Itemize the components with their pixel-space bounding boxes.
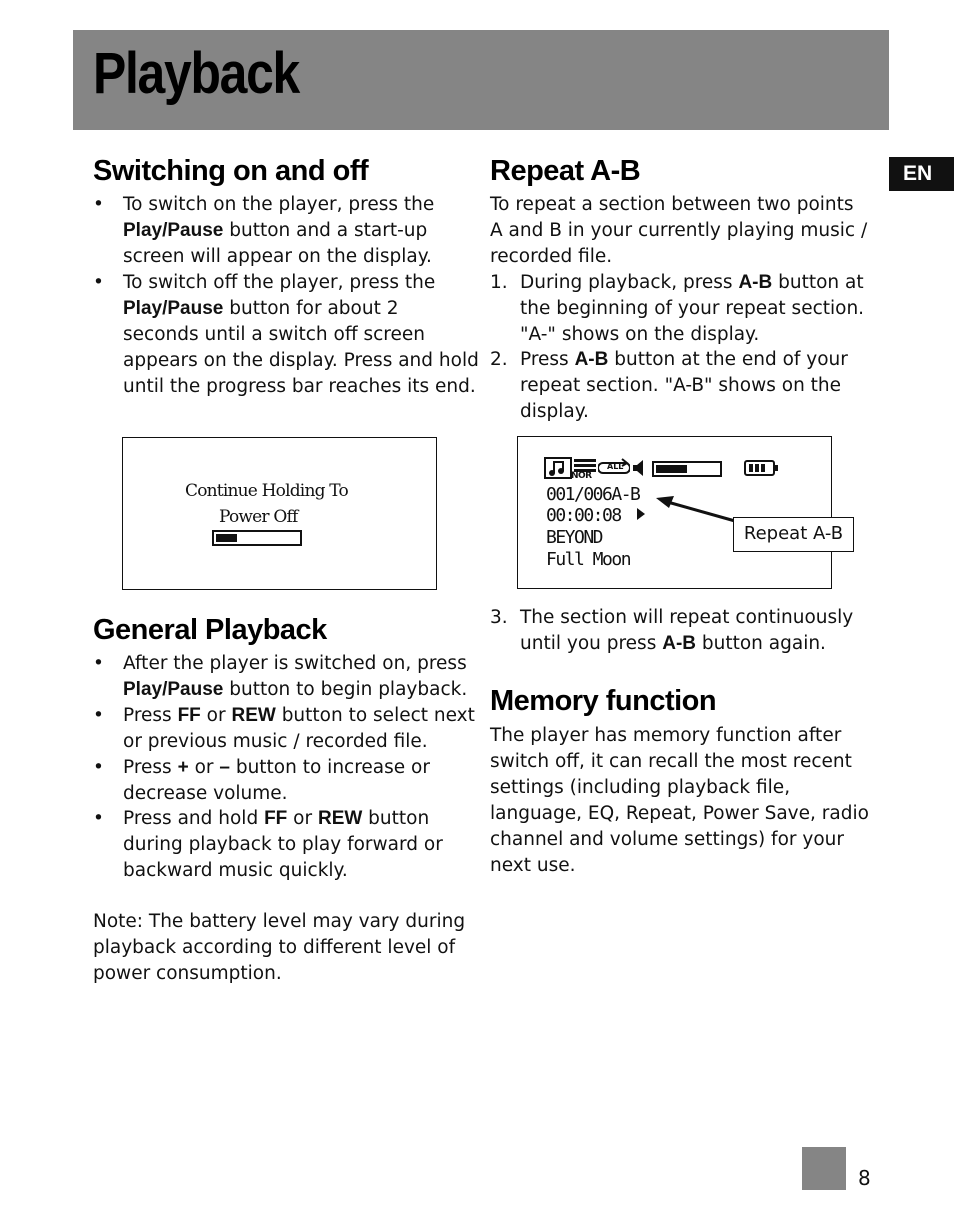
text-line bbox=[123, 858, 443, 884]
heading-repeat-ab: Repeat A-B bbox=[490, 155, 641, 187]
text-line bbox=[123, 703, 475, 729]
text-line bbox=[520, 631, 853, 657]
note-icon bbox=[544, 457, 572, 479]
callout-arrow bbox=[650, 490, 740, 530]
bullet-marker: • bbox=[93, 757, 104, 778]
text-line bbox=[123, 270, 479, 296]
heading-switching: Switching on and off bbox=[93, 155, 369, 187]
screen-line-2: Power Off bbox=[219, 507, 298, 527]
memory-text bbox=[490, 723, 869, 879]
repeat-ab-callout: Repeat A-B bbox=[733, 517, 854, 552]
text-run: After the player is switched on, press bbox=[123, 653, 467, 674]
text-run: decrease volume. bbox=[123, 783, 288, 804]
step-number: 1. bbox=[490, 272, 508, 293]
bold-term: REW bbox=[231, 705, 276, 726]
text-run: To switch off the player, press the bbox=[123, 272, 436, 293]
text-run: seconds until a switch off screen bbox=[123, 324, 425, 345]
text-line: next use. bbox=[490, 855, 576, 876]
bold-term: – bbox=[219, 757, 230, 778]
text-line bbox=[123, 374, 479, 400]
text-line: power consumption. bbox=[93, 963, 282, 984]
text-line: language, EQ, Repeat, Power Save, radio bbox=[490, 803, 869, 824]
text-run: "A-" shows on the display. bbox=[520, 324, 760, 345]
text-line bbox=[123, 348, 479, 374]
bold-term: A-B bbox=[738, 272, 773, 293]
text-line bbox=[123, 832, 443, 858]
bullet-marker: • bbox=[93, 653, 104, 674]
page-number: 8 bbox=[858, 1166, 871, 1190]
power-off-screen bbox=[122, 437, 437, 590]
repeat-step-1-text bbox=[520, 270, 864, 348]
repeat-intro bbox=[490, 192, 868, 270]
play-indicator-icon bbox=[636, 507, 646, 521]
bold-term: A-B bbox=[662, 633, 696, 654]
volume-bar bbox=[652, 461, 722, 477]
text-run: button bbox=[362, 808, 430, 829]
title-banner bbox=[73, 30, 889, 130]
progress-fill bbox=[216, 534, 237, 542]
heading-memory-function: Memory function bbox=[490, 685, 717, 717]
bold-term: REW bbox=[317, 808, 363, 829]
text-line: A and B in your currently playing music / bbox=[490, 220, 868, 241]
text-line bbox=[123, 322, 479, 348]
text-run: button again. bbox=[696, 633, 826, 654]
text-line: channel and volume settings) for your bbox=[490, 829, 844, 850]
bullet-marker: • bbox=[93, 194, 104, 215]
text-run: Press bbox=[520, 349, 575, 370]
bold-term: FF bbox=[177, 705, 201, 726]
page-title: Playback bbox=[93, 41, 299, 106]
screen-line-1: Continue Holding To bbox=[185, 481, 348, 501]
text-run: display. bbox=[520, 401, 589, 422]
text-run: button at bbox=[772, 272, 864, 293]
text-run: backward music quickly. bbox=[123, 860, 348, 881]
bold-term: A-B bbox=[574, 349, 609, 370]
text-run: To switch on the player, press the bbox=[123, 194, 435, 215]
text-line bbox=[123, 192, 434, 218]
text-line: playback according to different level of bbox=[93, 937, 456, 958]
text-run: until the progress bar reaches its end. bbox=[123, 376, 476, 397]
switching-item-2-text bbox=[123, 270, 479, 400]
switching-item-1-text bbox=[123, 192, 434, 270]
text-line: settings (including playback file, bbox=[490, 777, 791, 798]
bold-term: Play/Pause bbox=[123, 298, 224, 319]
screen-artist: BEYOND bbox=[546, 527, 603, 548]
repeat-step-2-text bbox=[520, 347, 848, 425]
text-run: Press and hold bbox=[123, 808, 265, 829]
page-number-box bbox=[802, 1147, 846, 1190]
text-line bbox=[520, 347, 848, 373]
text-line bbox=[123, 677, 467, 703]
text-run: or previous music / recorded file. bbox=[123, 731, 428, 752]
bold-term: Play/Pause bbox=[123, 220, 224, 241]
text-run: button to select next bbox=[275, 705, 475, 726]
text-line bbox=[123, 244, 434, 270]
step-number: 3. bbox=[490, 607, 508, 628]
text-line bbox=[123, 218, 434, 244]
text-line bbox=[123, 755, 430, 781]
text-line: Note: The battery level may vary during bbox=[93, 911, 466, 932]
text-line bbox=[123, 651, 467, 677]
text-run: appears on the display. Press and hold bbox=[123, 350, 479, 371]
general-item-4-text bbox=[123, 806, 443, 884]
text-run: or bbox=[188, 757, 220, 778]
bullet-marker: • bbox=[93, 272, 104, 293]
text-run: the beginning of your repeat section. bbox=[520, 298, 865, 319]
screen-song: Full Moon bbox=[546, 549, 631, 570]
text-line bbox=[520, 605, 853, 631]
screen-track: 001/006A-B bbox=[546, 484, 640, 505]
text-run: During playback, press bbox=[520, 272, 739, 293]
general-item-1-text bbox=[123, 651, 467, 703]
bullet-marker: • bbox=[93, 705, 104, 726]
text-line: To repeat a section between two points bbox=[490, 194, 854, 215]
text-run: screen will appear on the display. bbox=[123, 246, 432, 267]
speaker-icon bbox=[631, 459, 649, 477]
bold-term: Play/Pause bbox=[123, 679, 224, 700]
text-line bbox=[520, 399, 848, 425]
bold-term: + bbox=[177, 757, 189, 778]
bold-term: FF bbox=[264, 808, 288, 829]
text-line bbox=[520, 322, 864, 348]
nor-badge: NOR bbox=[571, 471, 592, 481]
battery-icon bbox=[744, 459, 780, 477]
text-line bbox=[123, 806, 443, 832]
step-number: 2. bbox=[490, 349, 508, 370]
text-run: or bbox=[287, 808, 318, 829]
bullet-marker: • bbox=[93, 808, 104, 829]
screen-time: 00:00:08 bbox=[546, 505, 621, 526]
text-line: recorded file. bbox=[490, 246, 613, 267]
text-run: button to increase or bbox=[229, 757, 430, 778]
text-line bbox=[123, 296, 479, 322]
heading-general-playback: General Playback bbox=[93, 614, 327, 646]
text-run: repeat section. "A-B" shows on the bbox=[520, 375, 842, 396]
battery-note bbox=[93, 909, 465, 987]
language-tab: EN bbox=[889, 157, 954, 191]
text-line bbox=[520, 373, 848, 399]
repeat-step-3-text bbox=[520, 605, 853, 657]
text-line: switch off, it can recall the most recent bbox=[490, 751, 852, 772]
text-line bbox=[123, 781, 430, 807]
text-run: The section will repeat continuously bbox=[520, 607, 854, 628]
text-line bbox=[520, 296, 864, 322]
text-line bbox=[520, 270, 864, 296]
text-run: during playback to play forward or bbox=[123, 834, 443, 855]
text-line bbox=[123, 729, 475, 755]
repeat-all-badge: ALL bbox=[607, 462, 624, 471]
general-item-2-text bbox=[123, 703, 475, 755]
text-run: until you press bbox=[520, 633, 663, 654]
general-item-3-text bbox=[123, 755, 430, 807]
text-run: button and a start-up bbox=[223, 220, 428, 241]
text-run: button for about 2 bbox=[223, 298, 399, 319]
text-run: or bbox=[200, 705, 232, 726]
text-line: The player has memory function after bbox=[490, 725, 842, 746]
power-off-progress-bar bbox=[212, 530, 302, 546]
text-run: button at the end of your bbox=[608, 349, 848, 370]
text-run: button to begin playback. bbox=[223, 679, 468, 700]
text-run: Press bbox=[123, 705, 178, 726]
volume-fill bbox=[656, 465, 687, 473]
text-run: Press bbox=[123, 757, 178, 778]
